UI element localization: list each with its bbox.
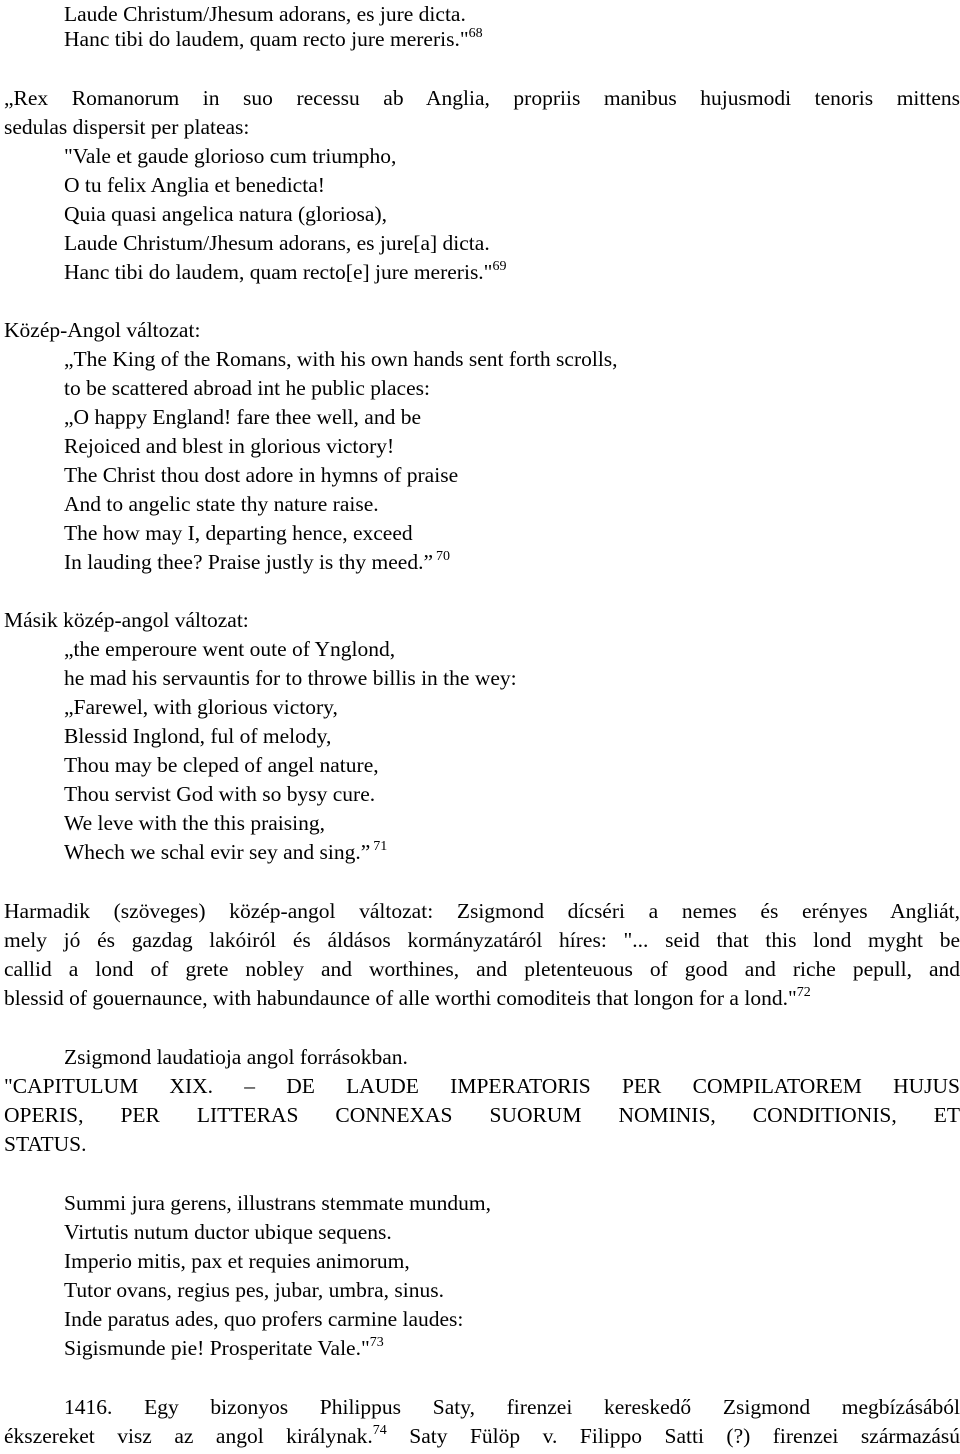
verse-line: Hanc tibi do laudem, quam recto jure mereris."$^{68}$ bbox=[64, 26, 483, 51]
paragraph-line: mely jó és gazdag lakóiról és áldásos kormányzatáról híres: "... seid that this lond myght be bbox=[4, 928, 960, 952]
verse-line: to be scattered abroad int he public places: bbox=[64, 376, 430, 400]
paragraph-line: „Rex Romanorum in suo recessu ab Anglia, propriis manibus hujusmodi tenoris mittens bbox=[4, 86, 960, 110]
verse-line: Virtutis nutum ductor ubique sequens. bbox=[64, 1220, 392, 1244]
section-heading: Másik közép-angol változat: bbox=[4, 608, 249, 632]
footnote-ref[interactable]: 74 bbox=[372, 1423, 387, 1438]
verse-line: „the emperoure went oute of Ynglond, bbox=[64, 637, 396, 661]
verse-line: O tu felix Anglia et benedicta! bbox=[64, 173, 325, 197]
capitulum-line: STATUS. bbox=[4, 1132, 87, 1156]
verse-line: Whech we schal evir sey and sing.” $^{71}$ bbox=[64, 839, 388, 864]
verse-line: Rejoiced and blest in glorious victory! bbox=[64, 434, 395, 458]
verse-line: Tutor ovans, regius pes, jubar, umbra, sinus. bbox=[64, 1278, 444, 1302]
section-heading: Közép-Angol változat: bbox=[4, 318, 201, 342]
verse-line: Inde paratus ades, quo profers carmine laudes: bbox=[64, 1307, 464, 1331]
capitulum-line: OPERIS, PER LITTERAS CONNEXAS SUORUM NOMINIS, CONDITIONIS, ET bbox=[4, 1103, 960, 1127]
verse-line: Hanc tibi do laudem, quam recto[e] jure mereris."$^{69}$ bbox=[64, 259, 507, 284]
paragraph-line: 1416. Egy bizonyos Philippus Saty, firenzei kereskedő Zsigmond megbízásából bbox=[64, 1395, 960, 1419]
verse-line: Laude Christum/Jhesum adorans, es jure dicta. bbox=[64, 2, 466, 26]
verse-line: We leve with the this praising, bbox=[64, 811, 325, 835]
paragraph-line: callid a lond of grete nobley and worthines, and pletenteuous of good and riche pepull, and bbox=[4, 957, 960, 981]
verse-line: The Christ thou dost adore in hymns of praise bbox=[64, 463, 459, 487]
verse-line: Sigismunde pie! Prosperitate Vale."$^{73}$ bbox=[64, 1335, 384, 1360]
verse-line: „Farewel, with glorious victory, bbox=[64, 695, 338, 719]
verse-line: Laude Christum/Jhesum adorans, es jure[a] dicta. bbox=[64, 231, 490, 255]
footnote-ref[interactable]: 68 bbox=[468, 26, 483, 41]
paragraph-line: Harmadik (szöveges) közép-angol változat: Zsigmond dícséri a nemes és erényes Angliát, bbox=[4, 899, 960, 923]
footnote-ref[interactable]: 73 bbox=[369, 1335, 384, 1350]
verse-line: And to angelic state thy nature raise. bbox=[64, 492, 379, 516]
footnote-ref[interactable]: 70 bbox=[436, 549, 450, 564]
verse-line: „O happy England! fare thee well, and be bbox=[64, 405, 421, 429]
footnote-ref[interactable]: 72 bbox=[796, 985, 811, 1000]
verse-line: "Vale et gaude glorioso cum triumpho, bbox=[64, 144, 397, 168]
verse-line: Thou servist God with so bysy cure. bbox=[64, 782, 376, 806]
verse-line: Summi jura gerens, illustrans stemmate mundum, bbox=[64, 1191, 491, 1215]
verse-line: he mad his servauntis for to throwe billis in the wey: bbox=[64, 666, 517, 690]
verse-line: Imperio mitis, pax et requies animorum, bbox=[64, 1249, 410, 1273]
verse-line: In lauding thee? Praise justly is thy meed.” $^{70}$ bbox=[64, 549, 450, 574]
section-heading: Zsigmond laudatioja angol forrásokban. bbox=[64, 1045, 408, 1069]
footnote-ref[interactable]: 71 bbox=[373, 839, 388, 854]
verse-line: The how may I, departing hence, exceed bbox=[64, 521, 413, 545]
paragraph-line: blessid of gouernaunce, with habundaunce of alle worthi comoditeis that longon for a lond."$^{72}$ bbox=[4, 985, 811, 1010]
capitulum-line: "CAPITULUM XIX. – DE LAUDE IMPERATORIS PER COMPILATOREM HUJUS bbox=[4, 1074, 960, 1098]
paragraph-line: ékszereket visz az angol királynak.$^{74}$ Saty Fülöp v. Filippo Satti (?) firenzei származású bbox=[4, 1423, 960, 1448]
verse-line: „The King of the Romans, with his own hands sent forth scrolls, bbox=[64, 347, 618, 371]
verse-line: Quia quasi angelica natura (gloriosa), bbox=[64, 202, 387, 226]
paragraph-line: sedulas dispersit per plateas: bbox=[4, 115, 250, 139]
verse-line: Blessid Inglond, ful of melody, bbox=[64, 724, 332, 748]
footnote-ref[interactable]: 69 bbox=[492, 259, 507, 274]
verse-line: Thou may be cleped of angel nature, bbox=[64, 753, 379, 777]
